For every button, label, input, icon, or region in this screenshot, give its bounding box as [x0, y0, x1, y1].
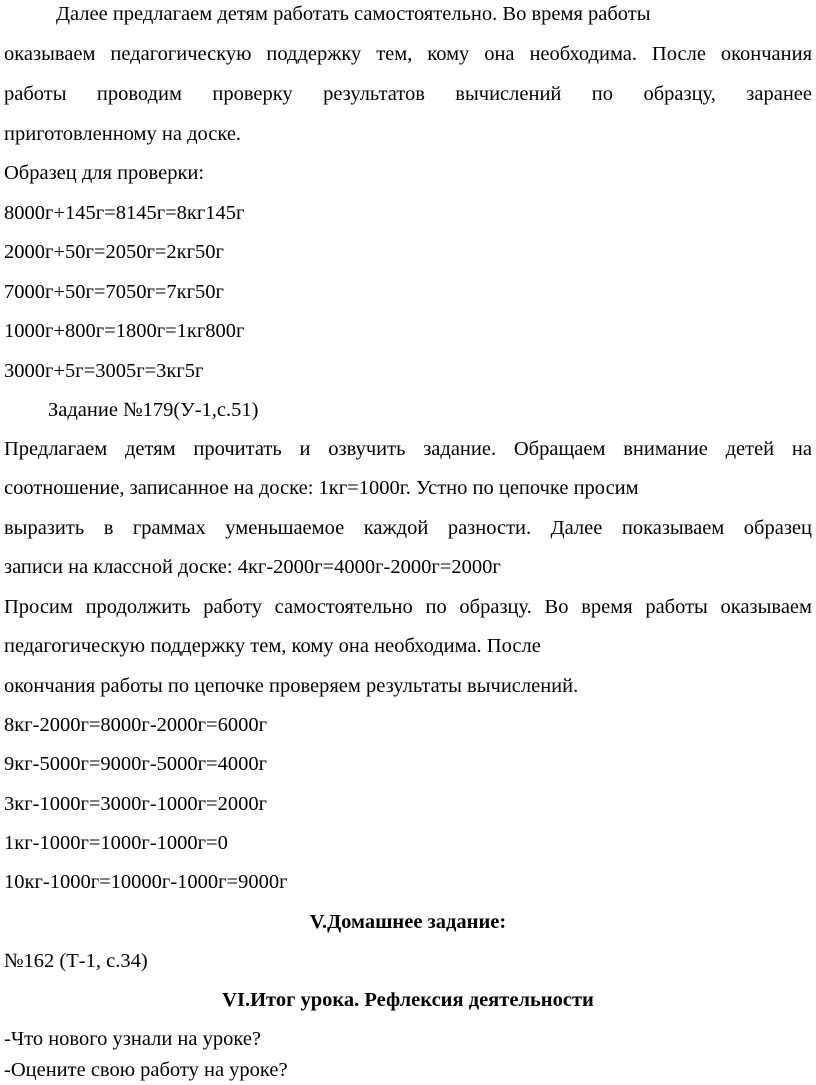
question-1: -Что нового узнали на уроке?	[4, 1028, 262, 1050]
sample-line-5: 3000г+5г=3005г=3кг5г	[4, 360, 204, 382]
result-line-4: 1кг-1000г=1000г-1000г=0	[4, 832, 228, 854]
sample-line-3: 7000г+50г=7050г=7кг50г	[4, 281, 224, 303]
paragraph-1-line-4: приготовленному на доске.	[4, 123, 242, 145]
sample-line-1: 8000г+145г=8145г=8кг145г	[4, 202, 245, 224]
paragraph-2-line-3: выразить в граммах уменьшаемое каждой разности. Далее показываем образец	[4, 517, 812, 539]
paragraph-3-line-3: окончания работы по цепочке проверяем результаты вычислений.	[4, 675, 579, 697]
paragraph-3-line-1: Просим продолжить работу самостоятельно по образцу. Во время работы оказываем	[4, 596, 812, 618]
sample-heading: Образец для проверки:	[4, 162, 205, 184]
result-line-3: 3кг-1000г=3000г-1000г=2000г	[4, 793, 268, 815]
result-line-1: 8кг-2000г=8000г-2000г=6000г	[4, 714, 268, 736]
result-line-2: 9кг-5000г=9000г-5000г=4000г	[4, 753, 268, 775]
paragraph-2-line-1: Предлагаем детям прочитать и озвучить задание. Обращаем внимание детей на	[4, 438, 812, 460]
question-2: -Оцените свою работу на уроке?	[4, 1059, 288, 1081]
sample-line-2: 2000г+50г=2050г=2кг50г	[4, 241, 224, 263]
paragraph-1-line-2: оказываем педагогическую поддержку тем, кому она необходима. После окончания	[4, 43, 812, 65]
summary-heading: VI.Итог урока. Рефлексия деятельности	[222, 989, 594, 1011]
paragraph-3-line-2: педагогическую поддержку тем, кому она необходима. После	[4, 635, 541, 657]
result-line-5: 10кг-1000г=10000г-1000г=9000г	[4, 871, 288, 893]
task-heading: Задание №179(У-1,с.51)	[48, 399, 259, 421]
paragraph-2-line-2: соотношение, записанное на доске: 1кг=1000г. Устно по цепочке просим	[4, 477, 639, 499]
paragraph-2-line-4: записи на классной доске: 4кг-2000г=4000г-2000г=2000г	[4, 556, 501, 578]
homework-text: №162 (Т-1, с.34)	[4, 950, 148, 972]
homework-heading: V.Домашнее задание:	[309, 911, 507, 933]
paragraph-1-line-1: Далее предлагаем детям работать самостоятельно. Во время работы	[56, 3, 651, 25]
sample-line-4: 1000г+800г=1800г=1кг800г	[4, 320, 245, 342]
paragraph-1-line-3: работы проводим проверку результатов вычислений по образцу, заранее	[4, 83, 812, 105]
